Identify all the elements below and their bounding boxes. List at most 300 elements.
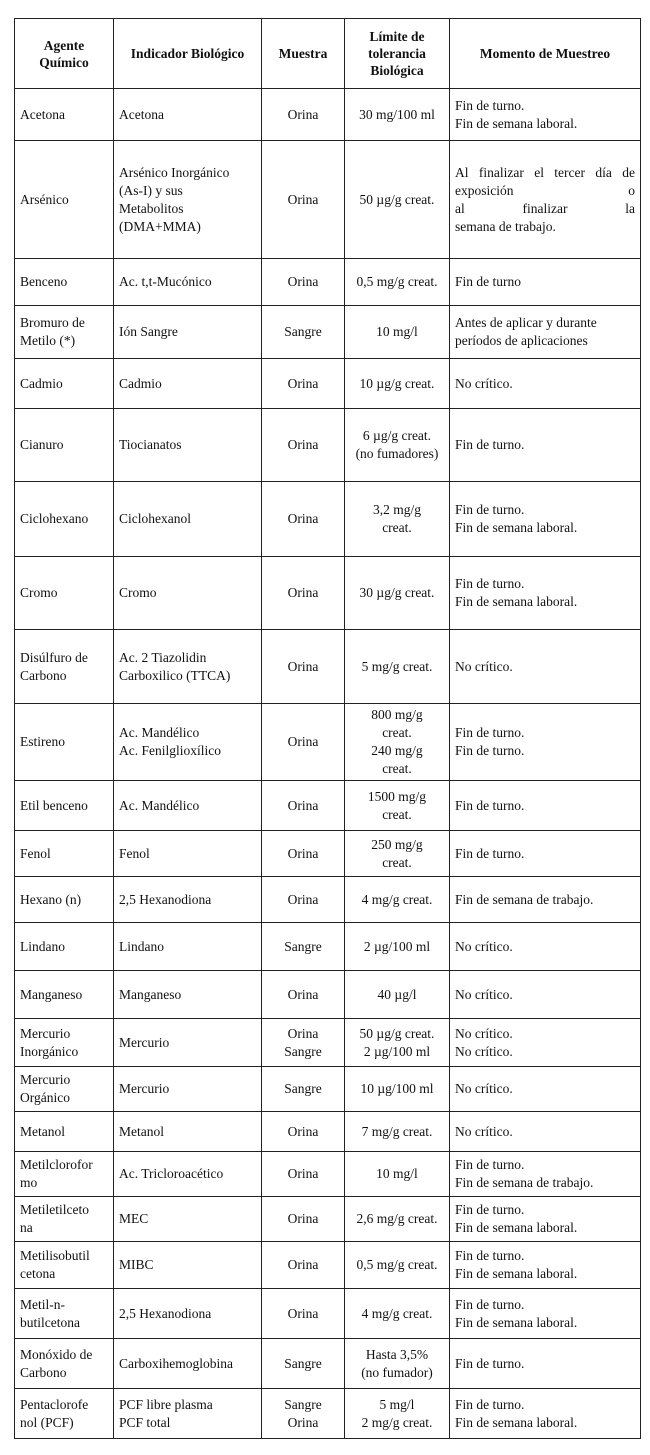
cell-agente: [15, 781, 114, 831]
muestra-line: Sangre: [284, 1043, 322, 1059]
cell-agente: [15, 1019, 114, 1067]
table-row: [15, 971, 641, 1019]
momento-line: Fin de turno.: [455, 502, 525, 517]
limite-line: (no fumador): [361, 1364, 433, 1380]
cell-agente: [15, 1339, 114, 1389]
cell-indicador: [114, 831, 262, 877]
cell-agente: [15, 877, 114, 923]
cell-muestra: [262, 1242, 345, 1289]
cell-indicador: [114, 1152, 262, 1197]
cell-limite: [345, 306, 450, 359]
table-row: [15, 630, 641, 704]
momento-line: No crítico.: [455, 658, 513, 674]
muestra-line: Sangre: [284, 1396, 322, 1412]
indicador-line: Cadmio: [119, 375, 162, 391]
table-row: [15, 1389, 641, 1439]
agente-line: butilcetona: [20, 1314, 80, 1330]
muestra-line: Sangre: [284, 324, 322, 339]
agente-line: Hexano (n): [20, 891, 82, 907]
limite-line: 0,5 mg/g creat.: [356, 1257, 438, 1272]
agente-line: Inorgánico: [20, 1043, 79, 1059]
indicador-line: MIBC: [119, 1257, 154, 1272]
cell-muestra: [262, 704, 345, 781]
cell-indicador: [114, 1289, 262, 1339]
table-row: [15, 877, 641, 923]
limite-line: 6 µg/g creat.: [362, 428, 432, 443]
muestra-line: Orina: [287, 891, 319, 907]
cell-muestra: [262, 877, 345, 923]
limite-line: 10 µg/g creat.: [359, 375, 435, 391]
cell-momento: [450, 89, 641, 141]
cell-indicador: [114, 877, 262, 923]
table-row: [15, 306, 641, 359]
agente-line: Etil benceno: [20, 797, 88, 813]
header-indicador: Indicador Biológico: [114, 19, 262, 89]
table-row: [15, 1152, 641, 1197]
agente-line: Metilisobutil: [20, 1248, 90, 1263]
agente-line: Pentaclorofe: [20, 1396, 89, 1412]
indicador-line: PCF total: [119, 1414, 171, 1430]
momento-line: No crítico.: [455, 1043, 513, 1059]
table-body: [15, 89, 641, 1439]
momento-line: Fin de semana laboral.: [455, 1266, 578, 1281]
table-row: [15, 557, 641, 630]
cell-muestra: [262, 1067, 345, 1112]
momento-line: Fin de semana de trabajo.: [455, 1175, 594, 1190]
momento-line: Fin de turno.: [455, 845, 525, 861]
indicador-line: Ac. Fenilglioxílico: [119, 743, 221, 758]
cell-limite: [345, 923, 450, 971]
table-row: [15, 1197, 641, 1242]
muestra-line: Orina: [287, 437, 319, 452]
cell-muestra: [262, 1019, 345, 1067]
table-row: [15, 1339, 641, 1389]
momento-line: No crítico.: [455, 986, 513, 1002]
cell-muestra: [262, 1289, 345, 1339]
cell-momento: [450, 306, 641, 359]
cell-indicador: [114, 1339, 262, 1389]
indicador-line: Mercurio: [119, 1081, 170, 1096]
cell-limite: [345, 704, 450, 781]
limite-line: creat.: [382, 520, 412, 535]
cell-limite: [345, 409, 450, 482]
momento-line: Fin de semana laboral.: [455, 1220, 578, 1235]
cell-momento: [450, 1197, 641, 1242]
cell-limite: [345, 1389, 450, 1439]
momento-line: períodos de aplicaciones: [455, 333, 588, 348]
agente-line: Monóxido de: [20, 1346, 93, 1362]
momento-line: No crítico.: [455, 375, 513, 391]
limite-line: creat.: [382, 761, 412, 776]
table-row: [15, 704, 641, 781]
indicador-line: Acetona: [119, 106, 164, 122]
header-agente: Agente Químico: [15, 19, 114, 89]
indicador-line: Fenol: [119, 845, 150, 861]
cell-muestra: [262, 923, 345, 971]
muestra-line: Orina: [287, 585, 319, 600]
momento-line: Fin de semana de trabajo.: [455, 891, 594, 907]
cell-limite: [345, 359, 450, 409]
momento-line: Fin de semana laboral.: [455, 1314, 578, 1330]
cell-momento: [450, 781, 641, 831]
momento-line: Fin de turno.: [455, 97, 525, 113]
cell-momento: [450, 1242, 641, 1289]
muestra-line: Sangre: [284, 938, 322, 954]
momento-line: semana de trabajo.: [455, 218, 556, 234]
limite-line: 50 µg/g creat.: [359, 191, 435, 207]
momento-line: Fin de turno.: [455, 743, 525, 758]
muestra-line: Orina: [287, 375, 319, 391]
agente-line: Metil-n-: [20, 1296, 65, 1312]
cell-momento: [450, 1389, 641, 1439]
limite-line: 30 µg/g creat.: [359, 585, 435, 600]
cell-agente: [15, 831, 114, 877]
cell-indicador: [114, 306, 262, 359]
agente-line: Cromo: [20, 585, 58, 600]
cell-momento: [450, 704, 641, 781]
indicador-line: Metanol: [119, 1123, 164, 1139]
muestra-line: Orina: [287, 191, 319, 207]
cell-momento: [450, 971, 641, 1019]
limite-line: 0,5 mg/g creat.: [356, 274, 438, 289]
limite-line: 10 mg/l: [376, 1166, 418, 1181]
cell-agente: [15, 359, 114, 409]
cell-agente: [15, 409, 114, 482]
cell-muestra: [262, 409, 345, 482]
momento-line: Fin de turno.: [455, 437, 525, 452]
document-page: [14, 18, 640, 1439]
cell-agente: [15, 306, 114, 359]
agente-line: Metilo (*): [20, 333, 76, 348]
muestra-line: Orina: [287, 1166, 319, 1181]
agente-line: Carbono: [20, 667, 67, 683]
indicador-line: Ac. Mandélico: [119, 797, 200, 813]
cell-muestra: [262, 1197, 345, 1242]
limite-line: 3,2 mg/g: [372, 502, 421, 517]
indicador-line: Arsénico Inorgánico: [119, 164, 230, 180]
agente-line: Orgánico: [20, 1090, 70, 1105]
limite-line: Hasta 3,5%: [365, 1346, 429, 1362]
cell-indicador: [114, 259, 262, 306]
cell-agente: [15, 1112, 114, 1152]
cell-limite: [345, 877, 450, 923]
limite-line: 250 mg/g: [371, 836, 423, 852]
momento-line: Fin de turno.: [455, 797, 525, 813]
agente-line: Manganeso: [20, 986, 83, 1002]
indicador-line: Manganeso: [119, 986, 182, 1002]
agente-line: na: [20, 1220, 33, 1235]
cell-muestra: [262, 359, 345, 409]
momento-line: Fin de turno.: [455, 576, 525, 591]
table-row: [15, 359, 641, 409]
limite-line: 800 mg/g: [371, 707, 423, 722]
cell-agente: [15, 482, 114, 557]
indicador-line: Ac. 2 Tiazolidin: [119, 649, 207, 665]
table-row: [15, 259, 641, 306]
cell-agente: [15, 1152, 114, 1197]
cell-limite: [345, 1289, 450, 1339]
cell-indicador: [114, 1112, 262, 1152]
agente-line: Acetona: [20, 106, 65, 122]
table-row: [15, 89, 641, 141]
indicador-line: Ac. Mandélico: [119, 725, 200, 740]
limite-line: 50 µg/g creat.: [359, 1025, 435, 1041]
cell-muestra: [262, 141, 345, 259]
agente-line: Metiletilceto: [20, 1202, 89, 1217]
cell-muestra: [262, 1339, 345, 1389]
cell-indicador: [114, 557, 262, 630]
limite-line: (no fumadores): [355, 446, 439, 461]
cell-limite: [345, 1067, 450, 1112]
momento-line: No crítico.: [455, 1025, 513, 1041]
cell-agente: [15, 259, 114, 306]
indicador-line: 2,5 Hexanodiona: [119, 1305, 212, 1321]
momento-line: Fin de semana laboral.: [455, 115, 578, 131]
momento-line: al finalizar la: [455, 200, 635, 216]
momento-line: Fin de turno.: [455, 1355, 525, 1371]
indicador-line: Metabolitos: [119, 200, 184, 216]
agente-line: Ciclohexano: [20, 511, 89, 526]
momento-line: exposición o: [455, 182, 635, 198]
limite-line: 5 mg/g creat.: [361, 658, 433, 674]
momento-line: Al finalizar el tercer día de: [455, 164, 635, 180]
table-row: [15, 409, 641, 482]
indicador-line: MEC: [119, 1211, 149, 1226]
cell-muestra: [262, 1389, 345, 1439]
cell-muestra: [262, 831, 345, 877]
momento-line: Fin de turno.: [455, 725, 525, 740]
cell-momento: [450, 1152, 641, 1197]
cell-limite: [345, 557, 450, 630]
indicador-line: Mercurio: [119, 1034, 170, 1050]
cell-indicador: [114, 1197, 262, 1242]
indicador-line: Lindano: [119, 938, 164, 954]
cell-muestra: [262, 557, 345, 630]
limite-line: 2 mg/g creat.: [361, 1414, 433, 1430]
agente-line: Benceno: [20, 274, 68, 289]
muestra-line: Orina: [287, 511, 319, 526]
table-row: [15, 1067, 641, 1112]
limite-line: 4 mg/g creat.: [361, 1305, 433, 1321]
cell-agente: [15, 704, 114, 781]
indicador-line: Ac. t,t-Mucónico: [119, 274, 212, 289]
indicador-line: (As-I) y sus: [119, 182, 183, 198]
table-row: [15, 1242, 641, 1289]
header-limite: Límite de tolerancia Biológica: [345, 19, 450, 89]
cell-momento: [450, 259, 641, 306]
cell-muestra: [262, 1112, 345, 1152]
indicador-line: Cromo: [119, 585, 157, 600]
cell-limite: [345, 781, 450, 831]
indicador-line: Tiocianatos: [119, 437, 182, 452]
cell-momento: [450, 557, 641, 630]
muestra-line: Orina: [287, 1211, 319, 1226]
cell-limite: [345, 1197, 450, 1242]
indicador-line: Ac. Tricloroacético: [119, 1166, 224, 1181]
indicador-line: Carboxilico (TTCA): [119, 667, 231, 683]
cell-momento: [450, 1289, 641, 1339]
cell-indicador: [114, 1019, 262, 1067]
cell-agente: [15, 1289, 114, 1339]
limite-line: creat.: [382, 854, 412, 870]
muestra-line: Orina: [287, 845, 319, 861]
cell-limite: [345, 971, 450, 1019]
cell-indicador: [114, 923, 262, 971]
cell-limite: [345, 630, 450, 704]
cell-muestra: [262, 630, 345, 704]
table-row: [15, 923, 641, 971]
agente-line: mo: [20, 1175, 38, 1190]
cell-momento: [450, 1339, 641, 1389]
table-row: [15, 1019, 641, 1067]
agente-line: Disúlfuro de: [20, 649, 88, 665]
agente-line: Arsénico: [20, 191, 69, 207]
cell-muestra: [262, 482, 345, 557]
cell-indicador: [114, 141, 262, 259]
cell-agente: [15, 923, 114, 971]
limite-line: 10 mg/l: [376, 324, 418, 339]
agente-line: nol (PCF): [20, 1414, 74, 1430]
cell-indicador: [114, 359, 262, 409]
momento-line: No crítico.: [455, 1081, 513, 1096]
limite-line: 10 µg/100 ml: [360, 1081, 434, 1096]
cell-muestra: [262, 306, 345, 359]
cell-limite: [345, 259, 450, 306]
limite-line: 2 µg/100 ml: [363, 938, 431, 954]
limite-line: 240 mg/g: [371, 743, 423, 758]
agente-line: Metilclorofor: [20, 1157, 93, 1172]
cell-momento: [450, 141, 641, 259]
cell-momento: [450, 877, 641, 923]
momento-line: Fin de semana laboral.: [455, 520, 578, 535]
cell-indicador: [114, 1242, 262, 1289]
muestra-line: Orina: [287, 1123, 319, 1139]
momento-line: Fin de turno: [455, 274, 521, 289]
header-row: [15, 19, 641, 89]
muestra-line: Orina: [287, 734, 319, 749]
cell-momento: [450, 923, 641, 971]
muestra-line: Orina: [287, 1025, 319, 1041]
agente-line: Metanol: [20, 1123, 65, 1139]
cell-indicador: [114, 971, 262, 1019]
cell-muestra: [262, 971, 345, 1019]
cell-indicador: [114, 781, 262, 831]
cell-momento: [450, 359, 641, 409]
muestra-line: Orina: [287, 986, 319, 1002]
cell-limite: [345, 89, 450, 141]
cell-limite: [345, 831, 450, 877]
agente-line: Bromuro de: [20, 315, 85, 330]
agente-line: Carbono: [20, 1364, 67, 1380]
table-row: [15, 831, 641, 877]
table-row: [15, 141, 641, 259]
momento-line: Fin de turno.: [455, 1396, 525, 1412]
agente-line: Cianuro: [20, 437, 64, 452]
cell-agente: [15, 630, 114, 704]
momento-line: Antes de aplicar y durante: [455, 315, 597, 330]
table-row: [15, 1112, 641, 1152]
cell-muestra: [262, 1152, 345, 1197]
header-muestra: Muestra: [262, 19, 345, 89]
agente-line: Lindano: [20, 938, 65, 954]
momento-line: Fin de semana laboral.: [455, 594, 578, 609]
cell-limite: [345, 482, 450, 557]
cell-indicador: [114, 630, 262, 704]
muestra-line: Orina: [287, 1414, 319, 1430]
cell-limite: [345, 1339, 450, 1389]
indicador-line: Ciclohexanol: [119, 511, 191, 526]
cell-momento: [450, 482, 641, 557]
muestra-line: Orina: [287, 658, 319, 674]
limite-line: 40 µg/l: [377, 986, 417, 1002]
cell-momento: [450, 630, 641, 704]
cell-muestra: [262, 259, 345, 306]
muestra-line: Sangre: [284, 1355, 322, 1371]
cell-agente: [15, 141, 114, 259]
cell-indicador: [114, 1067, 262, 1112]
muestra-line: Orina: [287, 106, 319, 122]
cell-agente: [15, 1067, 114, 1112]
header-momento: Momento de Muestreo: [450, 19, 641, 89]
indicador-line: 2,5 Hexanodiona: [119, 891, 212, 907]
muestra-line: Orina: [287, 797, 319, 813]
table-row: [15, 781, 641, 831]
table-row: [15, 1289, 641, 1339]
indicador-line: PCF libre plasma: [119, 1396, 213, 1412]
muestra-line: Orina: [287, 1305, 319, 1321]
limite-line: 7 mg/g creat.: [361, 1123, 433, 1139]
cell-momento: [450, 831, 641, 877]
cell-limite: [345, 1242, 450, 1289]
agente-line: Estireno: [20, 734, 65, 749]
momento-line: No crítico.: [455, 938, 513, 954]
cell-agente: [15, 557, 114, 630]
limite-line: creat.: [382, 725, 412, 740]
cell-agente: [15, 1389, 114, 1439]
cell-muestra: [262, 781, 345, 831]
indicador-line: Ión Sangre: [119, 324, 178, 339]
limite-line: 2,6 mg/g creat.: [356, 1211, 438, 1226]
limite-line: creat.: [382, 806, 412, 822]
cell-momento: [450, 409, 641, 482]
muestra-line: Orina: [287, 1257, 319, 1272]
agente-line: Mercurio: [20, 1072, 71, 1087]
cell-indicador: [114, 704, 262, 781]
agente-line: Cadmio: [20, 375, 63, 391]
indicador-line: Carboxihemoglobina: [119, 1355, 233, 1371]
limite-line: 5 mg/l: [379, 1396, 415, 1412]
muestra-line: Sangre: [284, 1081, 322, 1096]
momento-line: No crítico.: [455, 1123, 513, 1139]
momento-line: Fin de semana laboral.: [455, 1414, 578, 1430]
cell-agente: [15, 971, 114, 1019]
limite-line: 4 mg/g creat.: [361, 891, 433, 907]
cell-indicador: [114, 409, 262, 482]
momento-line: Fin de turno.: [455, 1157, 525, 1172]
muestra-line: Orina: [287, 274, 319, 289]
cell-limite: [345, 1152, 450, 1197]
biological-limits-table: [14, 18, 641, 1439]
cell-muestra: [262, 89, 345, 141]
cell-indicador: [114, 1389, 262, 1439]
cell-agente: [15, 1242, 114, 1289]
agente-line: Fenol: [20, 845, 51, 861]
cell-momento: [450, 1019, 641, 1067]
limite-line: 2 µg/100 ml: [363, 1043, 431, 1059]
cell-agente: [15, 1197, 114, 1242]
agente-line: cetona: [20, 1266, 56, 1281]
agente-line: Mercurio: [20, 1025, 71, 1041]
